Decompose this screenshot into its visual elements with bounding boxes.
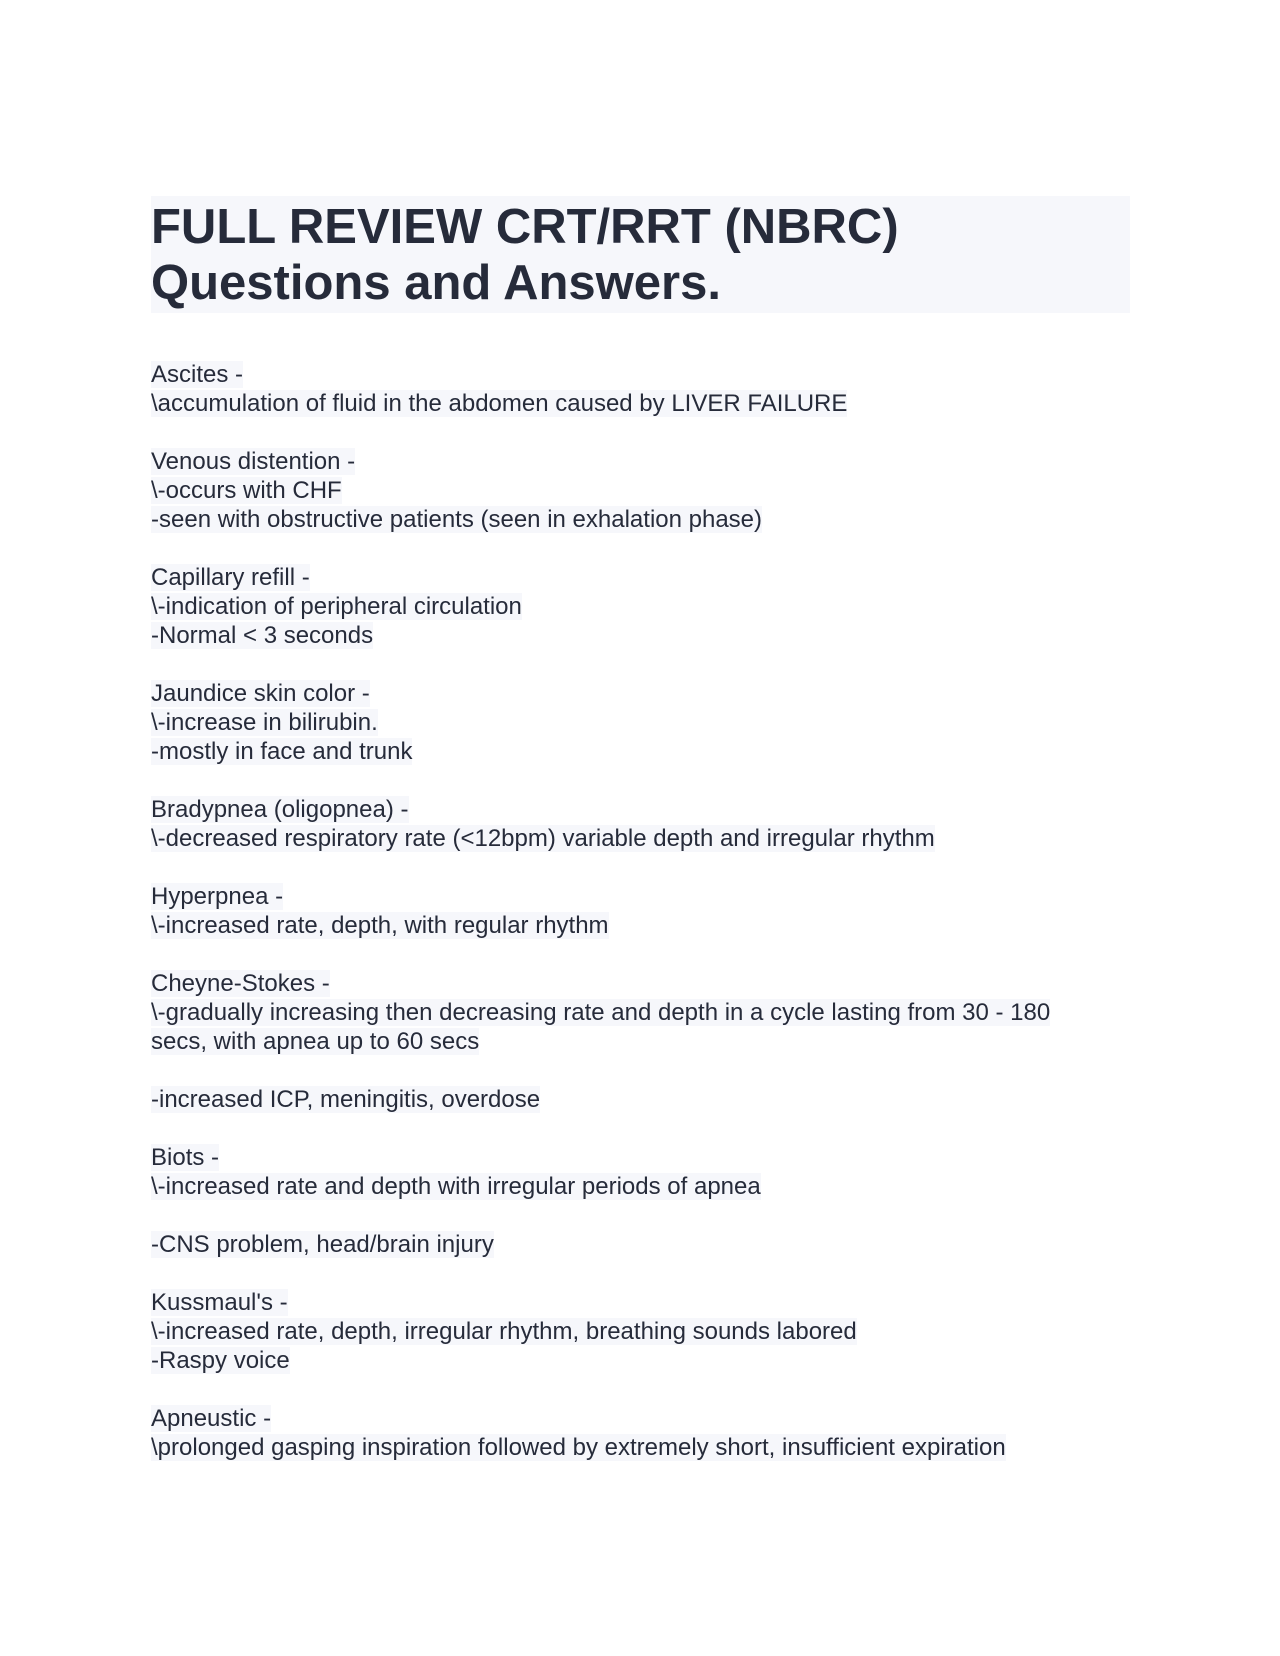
entry-definition-line: \-increased rate and depth with irregular periods of apnea (151, 1173, 761, 1200)
document-title (151, 196, 1130, 313)
entry-definition-line: -increased ICP, meningitis, overdose (151, 1086, 541, 1113)
title-line-1: FULL REVIEW CRT/RRT (NBRC) (151, 200, 899, 254)
flashcard-entry (151, 969, 1131, 1056)
entry-definition-line: -Raspy voice (151, 1347, 290, 1374)
flashcard-entry (151, 447, 1131, 534)
flashcard-entry (151, 563, 1131, 650)
entry-definition-line: -mostly in face and trunk (151, 738, 413, 765)
entry-definition-line: \-increase in bilirubin. (151, 709, 378, 736)
entry-term: Biots - (151, 1144, 220, 1171)
entry-definition-line: \-indication of peripheral circulation (151, 593, 522, 620)
entry-definition-line: \prolonged gasping inspiration followed by extremely short, insufficient expiration (151, 1434, 1006, 1461)
entry-term: Hyperpnea - (151, 883, 284, 910)
entry-term: Bradypnea (oligopnea) - (151, 796, 409, 823)
entry-term: Ascites - (151, 361, 244, 388)
entry-term: Kussmaul's - (151, 1289, 288, 1316)
flashcard-entry (151, 1288, 1131, 1375)
entry-definition-line: \accumulation of fluid in the abdomen caused by LIVER FAILURE (151, 390, 848, 417)
entry-definition-line: \-occurs with CHF (151, 477, 342, 504)
flashcard-entry (151, 795, 1131, 853)
entry-definition-line: -seen with obstructive patients (seen in exhalation phase) (151, 506, 763, 533)
entry-definition-line: \-increased rate, depth, with regular rhythm (151, 912, 609, 939)
flashcard-entry (151, 1230, 1131, 1259)
entry-definition-line: \-increased rate, depth, irregular rhythm, breathing sounds labored (151, 1318, 857, 1345)
entry-term: Jaundice skin color - (151, 680, 370, 707)
entry-definition-line: -Normal < 3 seconds (151, 622, 374, 649)
entry-definition-line: secs, with apnea up to 60 secs (151, 1028, 480, 1055)
entry-definition-line: \-decreased respiratory rate (<12bpm) variable depth and irregular rhythm (151, 825, 935, 852)
entry-term: Apneustic - (151, 1405, 272, 1432)
title-line-2: Questions and Answers. (151, 256, 721, 310)
entry-term: Cheyne-Stokes - (151, 970, 330, 997)
flashcard-entry (151, 1085, 1131, 1114)
flashcard-entry (151, 1404, 1131, 1462)
flashcard-entry (151, 1143, 1131, 1201)
entry-definition-line: \-gradually increasing then decreasing rate and depth in a cycle lasting from 30 - 180 (151, 999, 1051, 1026)
flashcard-entry (151, 882, 1131, 940)
flashcard-entry (151, 679, 1131, 766)
entry-term: Venous distention - (151, 448, 356, 475)
flashcard-entry (151, 360, 1131, 418)
entry-definition-line: -CNS problem, head/brain injury (151, 1231, 494, 1258)
entry-term: Capillary refill - (151, 564, 310, 591)
flashcard-list (151, 360, 1131, 1491)
